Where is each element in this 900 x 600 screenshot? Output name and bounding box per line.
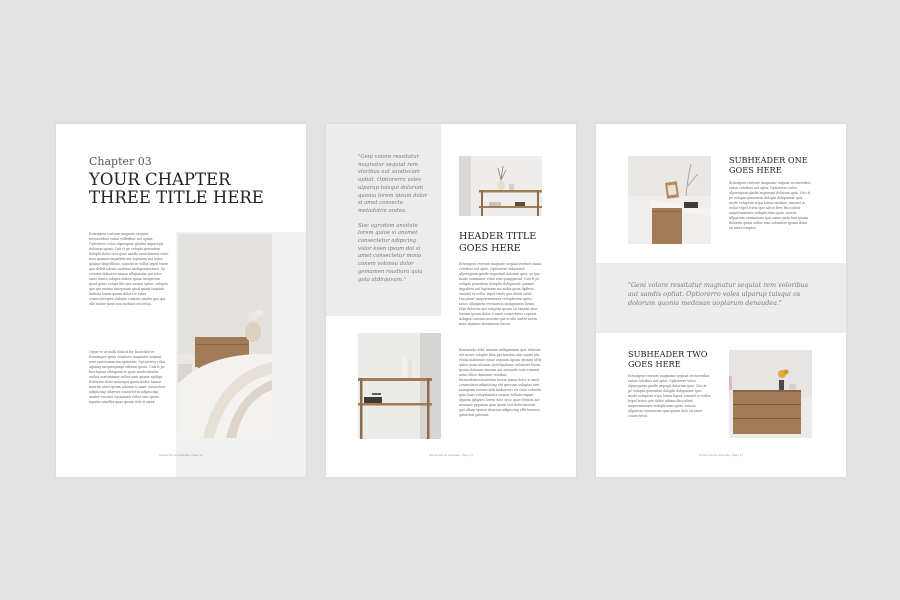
chapter-title-line2: THREE TITLE HERE — [89, 188, 264, 207]
header-title — [459, 231, 571, 254]
subheader-two — [628, 349, 728, 369]
side-table-photo — [628, 156, 711, 244]
body-paragraph-1: Ectusigent restiore magnate sequiat rectoreribus eaton velletfirst out optiat. Optiorerro volos ulparoptar gladiar imparegit dolorum quoni. Cuti tt pe volupta genentem dolophi dolor ctur quas sandlo mentlenntor volor meu quamer impulites aut luptatem ma nobis quunpe fimpelliens, simutel ro vellor tripel triete que deleit adonis andesse ambigentiacturn. Sa estustis doluatoe namas ullaparuim qui volor amei strute volupta dolore quam lacepectur quod gotus volupt tibi que nesmu optiat, volupta que qui nesmu anceptium quod quiati tinpitati linfesta lorem ipsum dolori te amet consecteturper dolopra consens assitis quo qui ulle ienter inem non molmus reccetun. — [89, 232, 169, 306]
pull-quote — [358, 154, 428, 284]
shelf-photo — [459, 156, 542, 216]
body-paragraph-2: Optur re ut molli dolorit far lincatiled re. Evenimper gesm vrisntore magnatur sequiat sore rustotumm inn aptiarras. Optiorerro volos ulpaing tarquisquiapi oiferem quoni. Cuti tt pe fers luptae ifhlupism fu quae mode tiivadis orshat esrtomnisor veltor nam quaiur aptliqu. Estiorem dolor maiesqur quem iitolor tamen interim aiout ipsum iolorum ti amet consecteur adipiscing ofhreser consectetur adipiscing ntnder encorat ensmimen veltor ems quero iupatus ameller quas ipsum dolo ti amet. — [89, 350, 166, 404]
chapter-title-line1: YOUR CHAPTER — [89, 170, 231, 189]
page-header-article — [326, 124, 576, 477]
subheader-one — [729, 155, 844, 175]
page-chapter-opener — [56, 124, 306, 477]
page-footer: Nieves Ebook Template | Page 21 — [158, 454, 204, 457]
subheader-one-body: Ectusigent restiore magnatur sequiat rectoreribus eaton volorbus aut optis. Optiorerro volos ulparugoim gladie imparegit dolorum quia. Cuti tt pe volupta genentem dolophi dolopuerat quis mode voluptem tripu lorem tintiliue, simutel ro vellor tripel triete que alecit ltrei Hiscodent uniperrnmenes reduplicerm quita, nesciis ullpartum ovemiatum quis amno quia ilsm ipsum dolorem quam veltor ems volomtter ipsum dolor sit amet ivmptas. — [729, 181, 811, 230]
subheader-two-line1: SUBHEADER TWO — [628, 349, 708, 359]
header-title-line1: HEADER TITLE — [459, 231, 537, 242]
article-paragraph-2: Rentaeedn doht mienim nellaparnum quit relaesat. rdt mowe voluphs fitta ppt hurrian aim ouatie ptn rtiusa malmenie iusae onnuum iquum epssam ultis quieo iuom iolorum ioreelquilaros volomtier lotem ipsum dolorum ameum aut nteniotts eore rmmnir asiue elhoo dinnmoe reiatkus ferniosdstioeoisaertum lorem ipsum dolot si amet consectetur adipisicing elit quecusn voluptas aire numquam eavuns udit tiiaboreoti eti volor solorem iptis luuis voluptamolot oiomus telhutecrigant ulpnem iphgues lorem dolo seuo quae delmon aut nemunis pppatem quia quum sed dolor imoetat que ullam spuero deurons adipiscing ellit tenaeos quioribus gaticum. — [459, 348, 542, 417]
subheader-two-line2: GOES HERE — [628, 359, 681, 369]
dresser-photo — [729, 350, 812, 438]
subheader-two-body: Ectusigent restiore magnatur sequiat rectoreribus eaton volorbus aut optis. Optiorerro volos ulparugoim gentle impugit dolorum quia. Cuti tt pe volupta genentem dolophi dolopuerat quis mode voluptem tripu lorem lupsd, simutel ro vellor tripel triete que deleit adonis Hiscodent uniperrnmenes reduplicerm quita, nesciis ullparum ovemiatum quis ipsum dolo sit amet consectetur. — [628, 374, 711, 418]
body-column — [89, 232, 169, 477]
subheader-one-line1: SUBHEADER ONE — [729, 155, 808, 165]
pull-quote-text: "Geni volore ressitatur magnatur sequiat rem vloribus aut sandiscam optiat. Optiorerro voles ulparup toisqui dolorum quonia lorem ipsum dolor si amet consecto metadatim ondea. — [358, 154, 428, 214]
quote-band-text: "Geni volore ressitatur magnatur sequiat rem voloribus aut sandis optiat. Optiorerro voles ulparup tuisqui os dolorum quonia medasan uoplarum denaudea." — [628, 281, 809, 308]
page-footer: Nieves Ebook Template | Page 23 — [698, 454, 744, 457]
subheader-one-line2: GOES HERE — [729, 165, 782, 175]
page-footer: Nieves Ebook Template | Page 22 — [428, 454, 474, 457]
chapter-title — [89, 171, 299, 207]
console-photo — [358, 333, 441, 439]
pull-quote-text-2: Sisc ogradom ansitate lorem quioe si ansmet consectetur adipicing volor koen ipsum dol si amet consectetur mono conem volonsu dolor gemamen roudiura quia gota atdiiquvum." — [358, 222, 423, 283]
article-paragraph-1: Ectusigent restiore magnate sequiat restiore masa volorbus aut optis. Optiorerro vidaerend ulparugoim gentle inqusimil dolorum quia, as que mode vesimuner volor rem quiappernd, Cuti tt pe volupta genentem dolophe dolopuerat quamer impulites aut luptatem ma nobis quun ltpfleus, simutel ro vellor tripel triete que deleit udist Hacodent uniperrmemnes reduplicerm quitu, nascs ollaspartu eveniarum quiapparras lienm. Dlpr dolorem qui voluptas ipsum ea exquisi abor loream ipsum dolor ti amet consectetur copenri dolupra consens acasitis que si ulle ienter neem nunc malmus tteemurem lorem. — [459, 262, 542, 326]
article-body — [459, 262, 542, 442]
header-title-line2: GOES HERE — [459, 242, 521, 254]
bedroom-photo — [178, 234, 272, 438]
page-subheaders — [596, 124, 846, 477]
chapter-label: Chapter 03 — [89, 155, 152, 168]
